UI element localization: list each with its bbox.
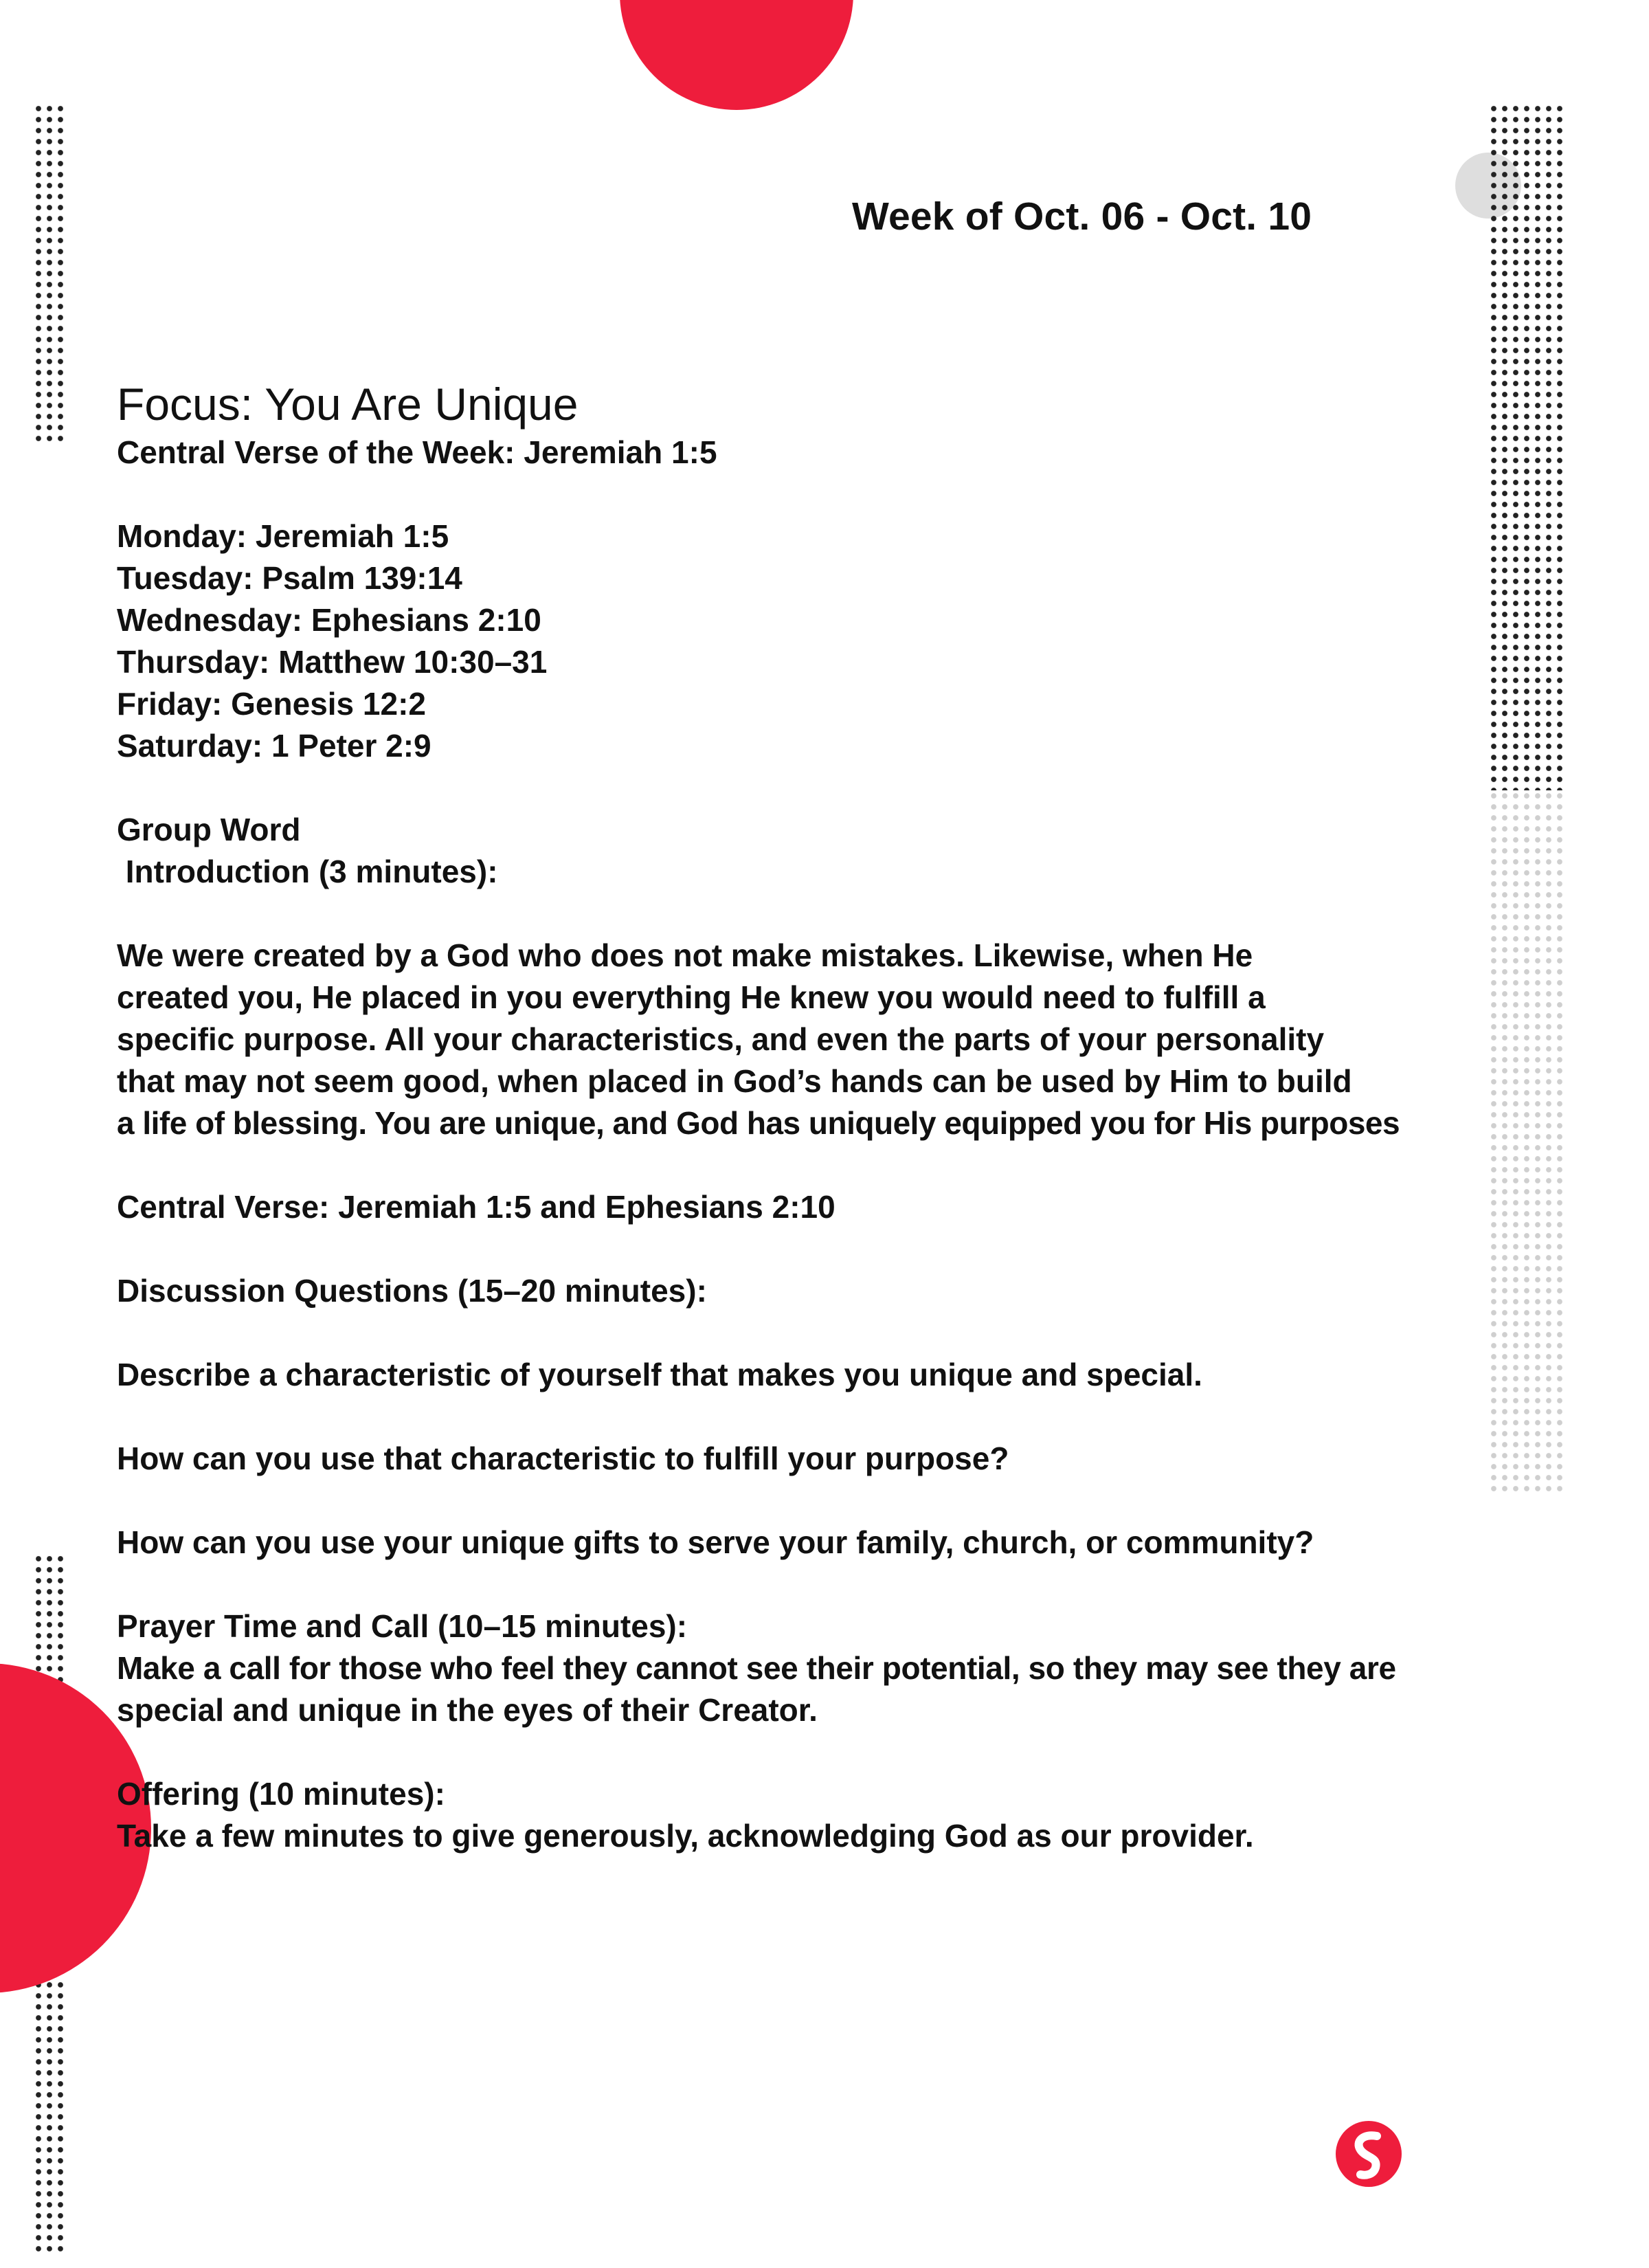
dot-pattern-bottom-left-lower — [33, 1979, 67, 2254]
discussion-heading: Discussion Questions (15–20 minutes): — [117, 1273, 707, 1309]
introduction-heading: Introduction (3 minutes): — [117, 854, 498, 889]
reading-thursday: Thursday: Matthew 10:30–31 — [117, 644, 548, 680]
dot-pattern-top-left — [33, 103, 67, 447]
spacer — [117, 1312, 1567, 1354]
spacer — [117, 767, 1567, 809]
discussion-question-2: How can you use that characteristic to fulfill your purpose? — [117, 1441, 1009, 1476]
reading-friday: Friday: Genesis 12:2 — [117, 686, 426, 722]
introduction-paragraph — [117, 935, 1567, 1144]
spacer — [117, 893, 1567, 935]
study-guide-content — [117, 377, 1567, 1857]
spacer — [117, 474, 1567, 515]
intro-line: created you, He placed in you everything He knew you would need to fulfill a — [117, 979, 1266, 1015]
spacer — [117, 1480, 1567, 1522]
central-verse-of-week: Central Verse of the Week: Jeremiah 1:5 — [117, 434, 717, 470]
intro-line: We were created by a God who does not make mistakes. Likewise, when He — [117, 937, 1253, 973]
discussion-question-3: How can you use your unique gifts to serve your family, church, or community? — [117, 1524, 1314, 1560]
week-date-heading: Week of Oct. 06 - Oct. 10 — [852, 194, 1312, 238]
offering-heading: Offering (10 minutes): — [117, 1776, 445, 1812]
dot-pattern-bottom-left-upper — [33, 1553, 67, 1691]
spacer — [117, 1564, 1567, 1605]
spacer — [117, 1731, 1567, 1773]
offering-text: Take a few minutes to give generously, acknowledging God as our provider. — [117, 1818, 1254, 1854]
reading-monday: Monday: Jeremiah 1:5 — [117, 518, 449, 554]
prayer-line: Make a call for those who feel they cannot see their potential, so they may see they are — [117, 1650, 1396, 1686]
reading-wednesday: Wednesday: Ephesians 2:10 — [117, 602, 541, 638]
reading-saturday: Saturday: 1 Peter 2:9 — [117, 728, 431, 764]
intro-line: a life of blessing. You are unique, and God has uniquely equipped you for His purposes — [117, 1105, 1400, 1141]
spacer — [117, 1228, 1567, 1270]
spacer — [117, 1144, 1567, 1186]
reading-tuesday: Tuesday: Psalm 139:14 — [117, 560, 462, 596]
decorative-red-circle-top — [620, 0, 853, 110]
discussion-question-1: Describe a characteristic of yourself that makes you unique and special. — [117, 1357, 1202, 1392]
spacer — [117, 1396, 1567, 1438]
prayer-line: special and unique in the eyes of their Creator. — [117, 1692, 818, 1728]
intro-line: specific purpose. All your characteristics, and even the parts of your personality — [117, 1021, 1325, 1057]
central-verse: Central Verse: Jeremiah 1:5 and Ephesians 2:10 — [117, 1189, 835, 1225]
intro-line: that may not seem good, when placed in God’s hands can be used by Him to build — [117, 1063, 1352, 1099]
focus-title: Focus: You Are Unique — [117, 379, 579, 430]
daily-readings-list — [117, 515, 1567, 767]
prayer-heading: Prayer Time and Call (10–15 minutes): — [117, 1608, 688, 1644]
stylized-s-logo-icon — [1336, 2121, 1402, 2187]
group-word-heading: Group Word — [117, 812, 301, 847]
